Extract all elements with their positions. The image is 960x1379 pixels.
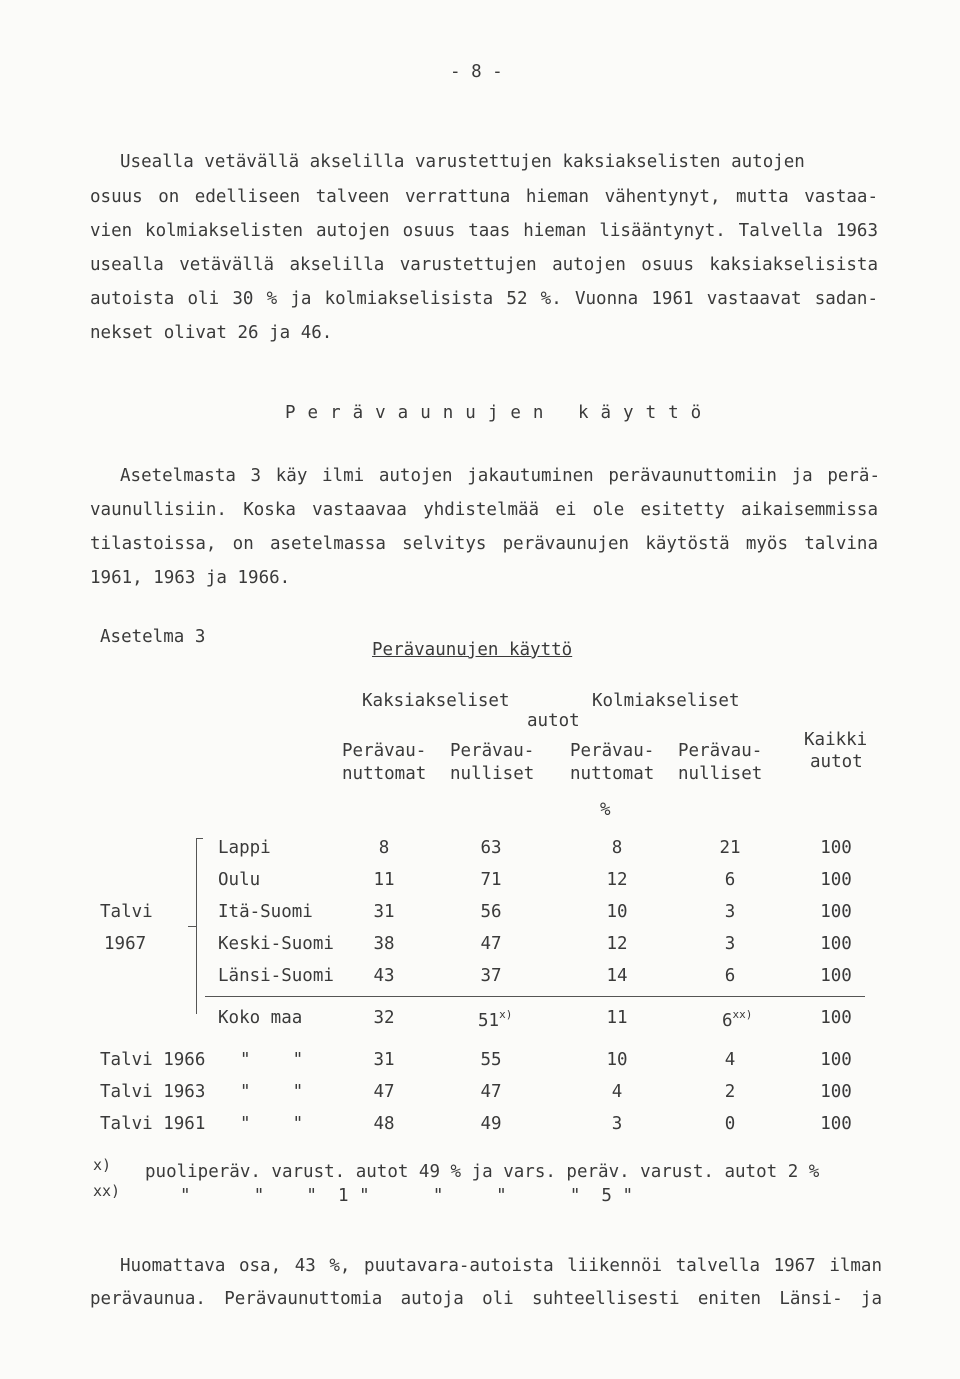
cell-value: 11 [373,870,395,890]
footnote-mark: x) [93,1156,112,1174]
cell-value: 0 [724,1114,736,1134]
row-label: Koko maa [218,1008,303,1028]
cell-value: 37 [480,966,502,986]
footnote-text: " " " 1 " " " " 5 " [180,1186,634,1206]
cell-value: 100 [820,1050,852,1070]
cell-value: 100 [820,1082,852,1102]
cell-value: 14 [606,966,628,986]
cell-value: 6 [724,870,736,890]
brace-top-tick [196,838,203,839]
brace-middle-tick [188,926,196,927]
text-line: Usealla vetävällä akselilla varustettujen kaksiakselisten autojen [120,152,805,172]
cell-value: 47 [480,934,502,954]
row-label: Lappi [218,838,271,858]
cell-value: 2 [724,1082,736,1102]
cell-value: 10 [606,1050,628,1070]
cell-value: 8 [378,838,390,858]
col-header-4-line1: Perävau- [678,741,763,761]
cell-value: 71 [480,870,502,890]
col-header-4-line2: nulliset [678,764,763,784]
cell-value: 47 [480,1082,502,1102]
col-header-5-line1: Kaikki [804,730,868,750]
unit-label: % [600,800,611,820]
cell-value-with-mark [722,1008,752,1031]
text-line: tilastoissa, on asetelmassa selvitys perävaunujen käytöstä myös talvina [90,534,878,554]
cell-value: 48 [373,1114,395,1134]
footnote-mark: xx) [732,1008,753,1021]
cell-value: 51 [478,1011,500,1031]
cell-value: 100 [820,838,852,858]
cell-value: 31 [373,1050,395,1070]
footnote-text: puoliperäv. varust. autot 49 % ja vars. peräv. varust. autot 2 % [145,1162,820,1182]
text-line: nekset olivat 26 ja 46. [90,323,333,343]
col-header-1-line2: nuttomat [342,764,427,784]
row-label: Keski-Suomi [218,934,334,954]
total-separator [205,996,865,997]
cell-value: 3 [724,902,736,922]
text-line: osuus on edelliseen talveen verrattuna hieman vähentynyt, mutta vastaa- [90,187,878,207]
row-label: Länsi-Suomi [218,966,334,986]
cell-value: 6 [724,966,736,986]
section-heading: Perävaunujen käyttö [285,403,714,423]
col-header-1-line1: Perävau- [342,741,427,761]
cell-value: 56 [480,902,502,922]
cell-value-with-mark [478,1008,512,1031]
footnote-mark: x) [499,1008,513,1021]
table-title: Perävaunujen käyttö [372,640,573,660]
ditto-marks: " " [240,1114,304,1134]
ditto-marks: " " [240,1050,304,1070]
cell-value: 31 [373,902,395,922]
group-kaksiakseliset: Kaksiakseliset [362,691,510,711]
cell-value: 12 [606,870,628,890]
cell-value: 32 [373,1008,395,1028]
row-label: Itä-Suomi [218,902,313,922]
row-label: Talvi 1963 [100,1082,206,1102]
text-line: autoista oli 30 % ja kolmiakselisista 52 %. Vuonna 1961 vastaavat sadan- [90,289,878,309]
cell-value: 4 [611,1082,623,1102]
cell-value: 100 [820,870,852,890]
col-header-3-line1: Perävau- [570,741,655,761]
page-number: - 8 - [450,62,503,82]
col-header-2-line1: Perävau- [450,741,535,761]
cell-value: 100 [820,1114,852,1134]
cell-value: 11 [606,1008,628,1028]
cell-value: 100 [820,902,852,922]
cell-value: 10 [606,902,628,922]
cell-value: 21 [719,838,741,858]
cell-value: 3 [724,934,736,954]
cell-value: 100 [820,966,852,986]
cell-value: 4 [724,1050,736,1070]
row-label: Talvi 1966 [100,1050,206,1070]
cell-value: 8 [611,838,623,858]
text-line: Huomattava osa, 43 %, puutavara-autoista liikennöi talvella 1967 ilman [120,1256,882,1276]
cell-value: 3 [611,1114,623,1134]
col-header-3-line2: nuttomat [570,764,655,784]
cell-value: 12 [606,934,628,954]
text-line: Asetelmasta 3 käy ilmi autojen jakautuminen perävaunuttomiin ja perä- [120,466,880,486]
col-header-2-line2: nulliset [450,764,535,784]
ditto-marks: " " [240,1082,304,1102]
group-kolmiakseliset: Kolmiakseliset [592,691,740,711]
col-header-5-line2: autot [810,752,863,772]
cell-value: 100 [820,1008,852,1028]
text-line: 1961, 1963 ja 1966. [90,568,291,588]
cell-value: 38 [373,934,395,954]
cell-value: 55 [480,1050,502,1070]
row-label: Talvi 1961 [100,1114,206,1134]
winter-1967-label-line1: Talvi [100,902,153,922]
row-group-brace [196,838,197,1014]
cell-value: 49 [480,1114,502,1134]
cell-value: 43 [373,966,395,986]
row-label: Oulu [218,870,261,890]
text-line: vien kolmiakselisten autojen osuus taas hieman lisääntynyt. Talvella 1963 [90,221,878,241]
footnote-mark: xx) [93,1182,121,1200]
cell-value: 47 [373,1082,395,1102]
text-line: vaunullisiin. Koska vastaavaa yhdistelmää ei ole esitetty aikaisemmissa [90,500,878,520]
text-line: perävaunua. Perävaunuttomia autoja oli suhteellisesti eniten Länsi- ja [90,1289,882,1309]
table-label: Asetelma 3 [100,627,206,647]
cell-value: 6 [722,1011,733,1031]
text-line: usealla vetävällä akselilla varustettujen autojen osuus kaksiakselisista [90,255,878,275]
winter-1967-label-line2: 1967 [104,934,147,954]
cell-value: 100 [820,934,852,954]
group-autot: autot [527,711,580,731]
cell-value: 63 [480,838,502,858]
